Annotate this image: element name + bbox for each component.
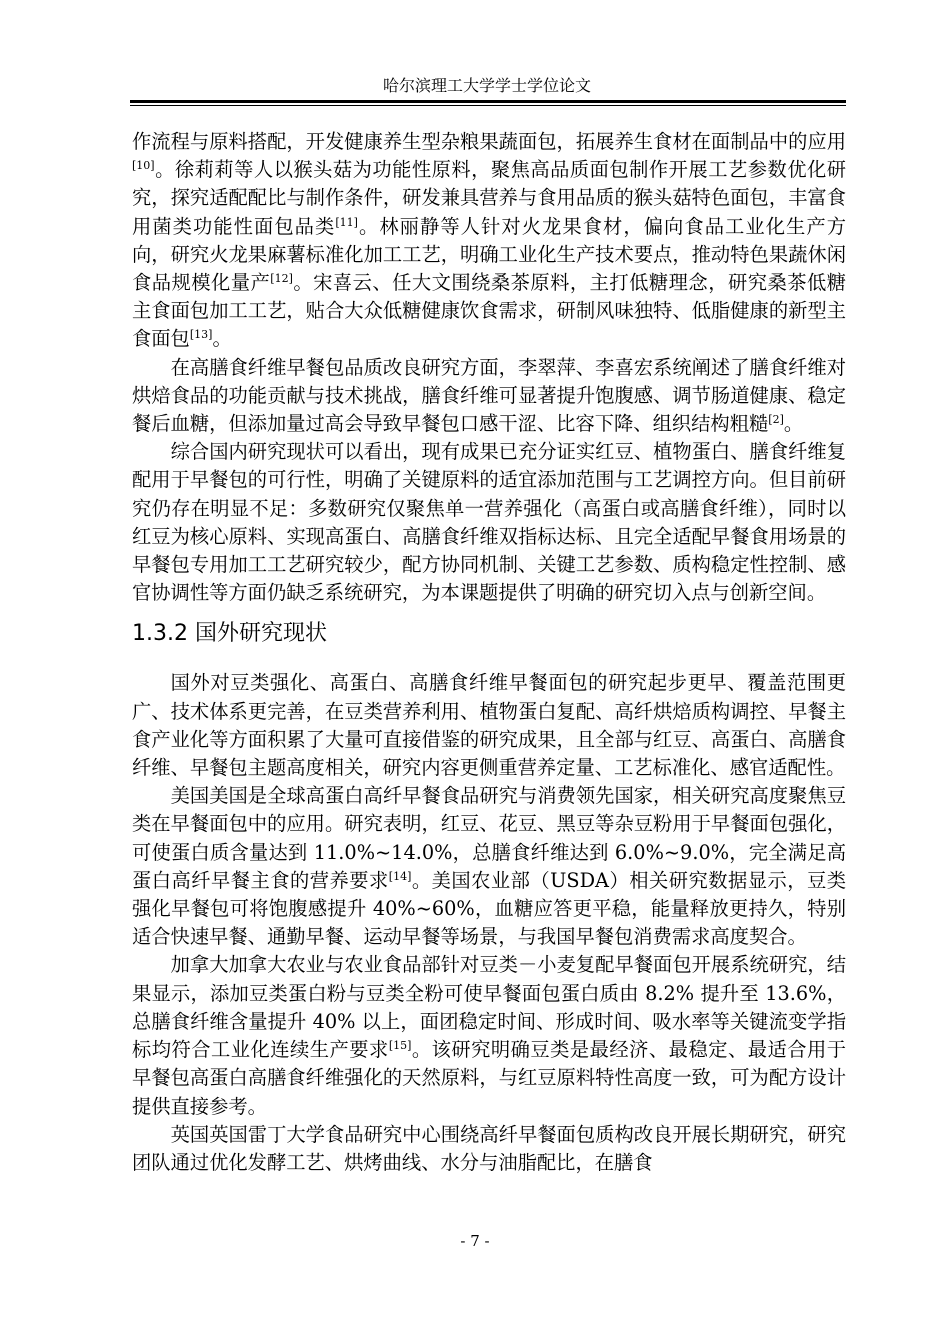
citation: [2]	[768, 413, 784, 427]
header-rule-thick	[130, 100, 846, 103]
citation: [14]	[388, 869, 412, 883]
citation: [13]	[189, 328, 213, 342]
citation: [10]	[132, 159, 155, 173]
page-number: - 7 -	[460, 1232, 490, 1250]
page-body	[132, 128, 846, 1177]
header-rule-thin	[130, 105, 846, 106]
paragraph-1: 作流程与原料搭配，开发健康养生型杂粮果蔬面包，拓展养生食材在面制品中的应用[10]。徐莉莉等人以猴头菇为功能性原料，聚焦高品质面包制作开展工艺参数优化研究，探究适配配比与制作条件，研发兼具营养与食用品质的猴头菇特色面包，丰富食用菌类功能性面包品类[11]。林丽静等人针对火龙果食材，偏向食品工业化生产方向，研究火龙果麻薯标准化加工工艺，明确工业化生产技术要点，推动特色果蔬休闲食品规模化量产[12]。宋喜云、任大文围绕桑茶原料，主打低糖理念，研究桑茶低糖主食面包加工工艺，贴合大众低糖健康饮食需求，研制风味独特、低脂健康的新型主食面包[13]。	[132, 130, 847, 351]
citation: [12]	[270, 272, 293, 286]
paragraph-7: 英国英国雷丁大学食品研究中心围绕高纤早餐面包质构改良开展长期研究，研究团队通过优化发酵工艺、烘烤曲线、水分与油脂配比，在膳食	[132, 1122, 846, 1174]
paragraph-5: 美国美国是全球高蛋白高纤早餐食品研究与消费领先国家，相关研究高度聚焦豆类在早餐面包中的应用。研究表明，红豆、花豆、黑豆等杂豆粉用于早餐面包强化，可使蛋白质含量达到 11.0%~14.0%，总膳食纤维达到 6.0%~9.0%，完全满足高蛋白高纤早餐主食的营养要求[14]。美国农业部（USDA）相关研究数据显示，豆类强化早餐包可将饱腹感提升 40%~60%，血糖应答更平稳，能量释放更持久，特别适合快速早餐、通勤早餐、运动早餐等场景，与我国早餐包消费需求高度契合。	[132, 784, 847, 949]
paragraph-2: 在高膳食纤维早餐包品质改良研究方面，李翠萍、李喜宏系统阐述了膳食纤维对烘焙食品的功能贡献与技术挑战，膳食纤维可显著提升饱腹感、调节肠道健康、稳定餐后血糖，但添加量过高会导致早餐包口感干涩、比容下降、组织结构粗糙[2]。	[132, 355, 846, 436]
section-heading: 1.3.2 国外研究现状	[132, 621, 327, 647]
citation: [11]	[335, 215, 358, 229]
paragraph-6: 加拿大加拿大农业与农业食品部针对豆类－小麦复配早餐面包开展系统研究，结果显示，添加豆类蛋白粉与豆类全粉可使早餐面包蛋白质由 8.2% 提升至 13.6%，总膳食纤维含量提升 40% 以上，面团稳定时间、形成时间、吸水率等关键流变学指标均符合工业化连续生产要求[15]。该研究明确豆类是最经济、最稳定、最适合用于早餐包高蛋白高膳食纤维强化的天然原料，与红豆原料特性高度一致，可为配方设计提供直接参考。	[132, 953, 847, 1118]
paragraph-4: 国外对豆类强化、高蛋白、高膳食纤维早餐面包的研究起步更早、覆盖范围更广、技术体系更完善，在豆类营养利用、植物蛋白复配、高纤烘焙质构调控、早餐主食产业化等方面积累了大量可直接借鉴的研究成果，且全部与红豆、高蛋白、高膳食纤维、早餐包主题高度相关，研究内容更侧重营养定量、工艺标准化、感官适配性。	[132, 671, 846, 780]
running-header: 哈尔滨理工大学学士学位论文	[382, 76, 591, 95]
paragraph-3: 综合国内研究现状可以看出，现有成果已充分证实红豆、植物蛋白、膳食纤维复配用于早餐包的可行性，明确了关键原料的适宜添加范围与工艺调控方向。但目前研究仍存在明显不足：多数研究仅聚焦单一营养强化（高蛋白或高膳食纤维），同时以红豆为核心原料、实现高蛋白、高膳食纤维双指标达标、且完全适配早餐食用场景的早餐包专用加工工艺研究较少，配方协同机制、关键工艺参数、质构稳定性控制、感官协调性等方面仍缺乏系统研究，为本课题提供了明确的研究切入点与创新空间。	[132, 440, 846, 605]
citation: [15]	[388, 1039, 412, 1053]
